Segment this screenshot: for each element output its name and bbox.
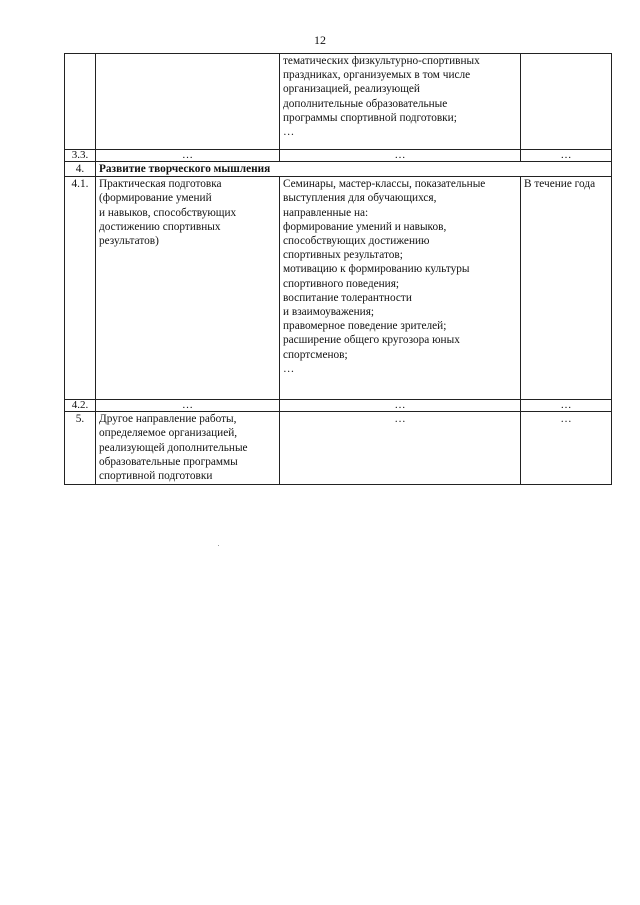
row-number-cell (65, 54, 96, 150)
page-number: 12 (314, 33, 326, 47)
table-row (65, 400, 612, 412)
table-row (65, 54, 612, 150)
activities-cell: … (280, 412, 521, 485)
table-row (65, 177, 612, 400)
direction-cell: … (96, 150, 280, 162)
activities-cell: … (280, 400, 521, 412)
row-number-cell: 4.1. (65, 177, 96, 400)
term-cell: … (521, 412, 612, 485)
activities-cell: тематических физкультурно-спортивных праздниках, организуемых в том числе организацией, реализующей дополнительные образовательные программы спортивной подготовки; … (280, 54, 521, 150)
row-number-cell: 4.2. (65, 400, 96, 412)
term-cell: … (521, 150, 612, 162)
section-title: Развитие творческого мышления (96, 162, 612, 177)
direction-cell: Другое направление работы, определяемое организацией, реализующей дополнительные образовательные программы спортивной подготовки (96, 412, 280, 485)
row-number-cell: 3.3. (65, 150, 96, 162)
table-row (65, 412, 612, 485)
term-cell: В течение года (521, 177, 612, 400)
table-row (65, 150, 612, 162)
term-cell: … (521, 400, 612, 412)
direction-cell (96, 54, 280, 150)
activities-cell: Семинары, мастер-классы, показательные выступления для обучающихся, направленные на: формирование умений и навыков, способствующих достижению спортивных результатов; мотивацию к формированию культуры спортивного поведения; воспитание толерантности и взаимоуважения; правомерное поведение зрителей; расширение общего кругозора юных спортсменов; … (280, 177, 521, 400)
section-row (65, 162, 612, 177)
scan-speck (218, 545, 219, 546)
plan-table (64, 53, 612, 485)
section-number-cell: 4. (65, 162, 96, 177)
term-cell (521, 54, 612, 150)
direction-cell: Практическая подготовка (формирование умений и навыков, способствующих достижению спортивных результатов) (96, 177, 280, 400)
row-number-cell: 5. (65, 412, 96, 485)
activities-cell: … (280, 150, 521, 162)
direction-cell: … (96, 400, 280, 412)
